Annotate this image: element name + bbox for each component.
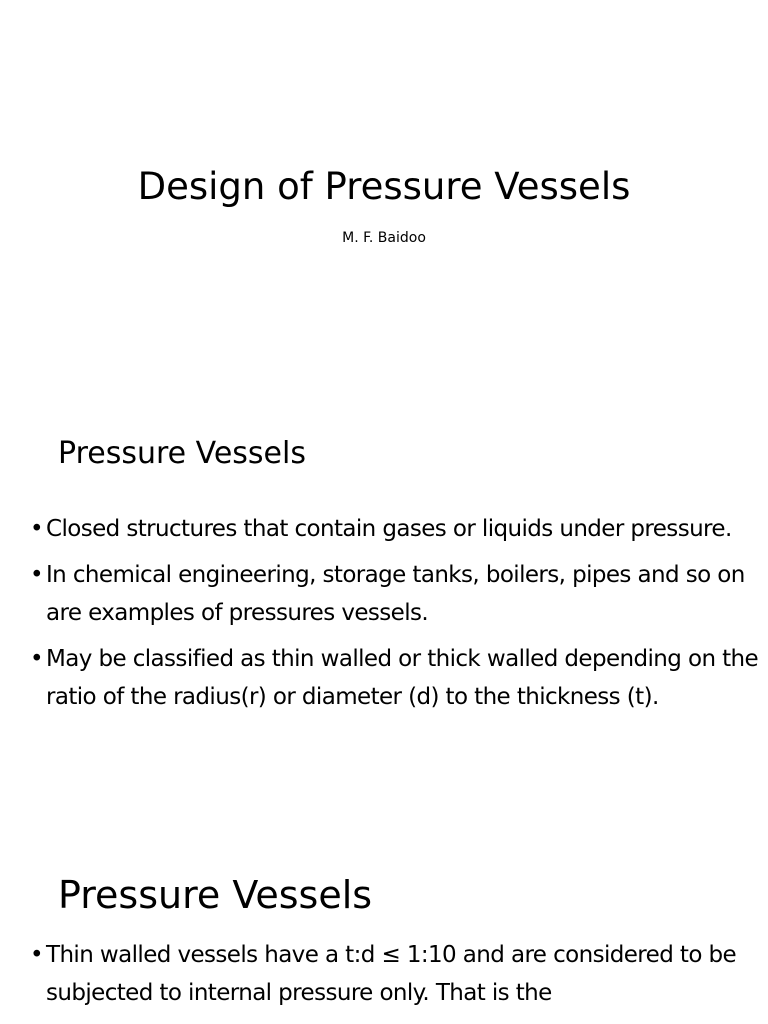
bullet-item xyxy=(30,936,760,1012)
bullet-item xyxy=(30,556,760,632)
slide-heading: Pressure Vessels xyxy=(58,436,306,471)
bullet-text: May be classified as thin walled or thick walled depending on the ratio of the radius(r) or diameter (d) to the thickness (t). xyxy=(46,646,759,710)
bullet-marker: • xyxy=(30,516,43,542)
bullet-marker: • xyxy=(30,646,43,672)
bullet-text: Closed structures that contain gases or liquids under pressure. xyxy=(46,516,732,542)
bullet-marker: • xyxy=(30,942,43,968)
slide-pressure-vessels-intro xyxy=(0,390,768,814)
bullet-text: Thin walled vessels have a t:d ≤ 1:10 and are considered to be subjected to internal pressure only. That is the xyxy=(46,942,737,1006)
bullet-item xyxy=(30,640,760,716)
deck-title: Design of Pressure Vessels xyxy=(137,165,631,208)
bullet-marker: • xyxy=(30,562,43,588)
bullet-list xyxy=(30,510,760,724)
title-slide xyxy=(0,0,768,390)
bullet-text: In chemical engineering, storage tanks, boilers, pipes and so on are examples of pressures vessels. xyxy=(46,562,745,626)
slide-heading: Pressure Vessels xyxy=(58,873,373,917)
bullet-list xyxy=(30,936,760,1020)
deck-author: M. F. Baidoo xyxy=(342,230,426,246)
bullet-item xyxy=(30,510,760,548)
slide-thin-walled-vessels xyxy=(0,814,768,1024)
